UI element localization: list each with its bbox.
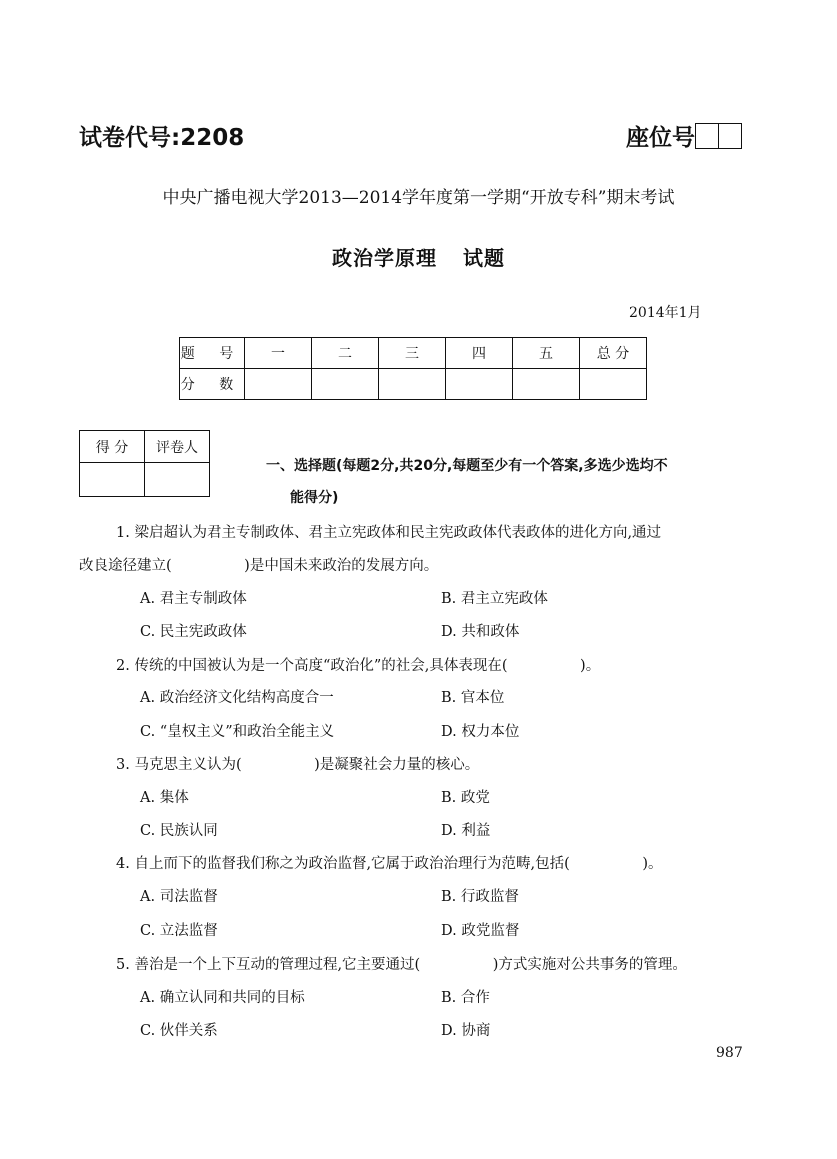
question-4: 4. 自上而下的监督我们称之为政治监督,它属于政治治理行为范畴,包括( )。 [116,856,663,872]
score-blank-cell [513,369,580,400]
score-table-cell: 题 号 [180,338,245,369]
score-table-cell: 总 分 [580,338,647,369]
grader-label: 评卷人 [145,431,210,463]
option-2d: D. 权力本位 [441,724,520,740]
option-2a: A. 政治经济文化结构高度合一 [140,690,334,706]
option-4a: A. 司法监督 [140,889,218,905]
option-4c: C. 立法监督 [140,923,218,939]
question-1: 1. 梁启超认为君主专制政体、君主立宪政体和民主宪政政体代表政体的进化方向,通过 [116,525,662,541]
grader-table [79,430,210,497]
score-blank-cell [245,369,312,400]
grader-table-header-row [80,431,210,463]
score-table-header-row [180,338,647,369]
question-5: 5. 善治是一个上下互动的管理过程,它主要通过( )方式实施对公共事务的管理。 [116,957,687,973]
score-blank-cell [379,369,446,400]
page-number: 987 [716,1045,743,1061]
option-3c: C. 民族认同 [140,823,218,839]
option-1a: A. 君主专制政体 [140,591,247,607]
question-2: 2. 传统的中国被认为是一个高度“政治化”的社会,具体表现在( )。 [116,658,601,674]
exam-date: 2014年1月 [629,305,702,321]
grader-blank-cell [80,463,145,497]
option-4d: D. 政党监督 [441,923,520,939]
seat-number [626,119,742,152]
option-1b: B. 君主立宪政体 [441,591,548,607]
score-table-cell: 三 [379,338,446,369]
question-1-cont: 改良途径建立( )是中国未来政治的发展方向。 [79,558,439,574]
option-4b: B. 行政监督 [441,889,519,905]
seat-box-1 [695,123,719,149]
score-table-cell: 五 [513,338,580,369]
option-2c: C. “皇权主义”和政治全能主义 [140,724,335,740]
option-3d: D. 利益 [441,823,491,839]
grader-score-label: 得 分 [80,431,145,463]
paper-title [0,242,837,271]
title-suffix: 试题 [463,246,505,270]
grader-table-blank-row [80,463,210,497]
exam-name: 中央广播电视大学2013—2014学年度第一学期“开放专科”期末考试 [162,188,675,208]
seat-label: 座位号 [626,125,695,151]
score-blank-cell [580,369,647,400]
score-table-score-row [180,369,647,400]
score-table-cell: 二 [312,338,379,369]
option-3a: A. 集体 [140,790,189,806]
score-table-cell: 分 数 [180,369,245,400]
option-1c: C. 民主宪政政体 [140,624,247,640]
paper-code: 试卷代号:2208 [79,125,245,151]
option-5b: B. 合作 [441,990,490,1006]
score-table-cell: 一 [245,338,312,369]
score-blank-cell [446,369,513,400]
option-5a: A. 确立认同和共同的目标 [140,990,305,1006]
course-name: 政治学原理 [332,246,437,270]
grader-blank-cell [145,463,210,497]
score-table [179,337,647,400]
option-2b: B. 官本位 [441,690,505,706]
question-3: 3. 马克思主义认为( )是凝聚社会力量的核心。 [116,757,480,773]
seat-box-2 [719,123,742,149]
option-3b: B. 政党 [441,790,490,806]
option-5c: C. 伙伴关系 [140,1023,218,1039]
section-title: 一、选择题(每题2分,共20分,每题至少有一个答案,多选少选均不 [266,458,668,474]
score-table-cell: 四 [446,338,513,369]
option-5d: D. 协商 [441,1023,491,1039]
score-blank-cell [312,369,379,400]
section-title-cont: 能得分) [290,490,339,506]
option-1d: D. 共和政体 [441,624,520,640]
